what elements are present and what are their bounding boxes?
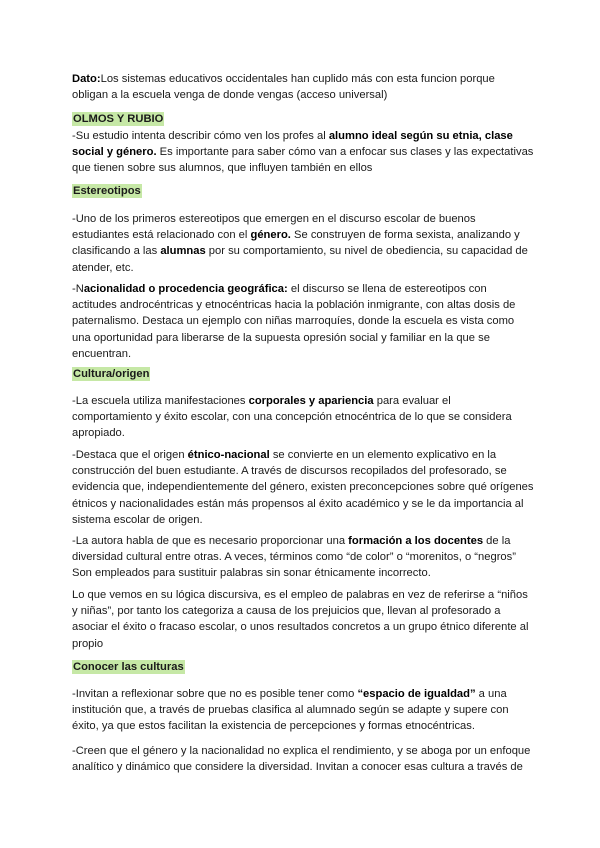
conocer-paragraph-1 [72,686,534,735]
intro-label: Dato: [72,73,101,85]
cultura-bold-2: étnico-nacional [187,449,270,461]
estereotipos-bold-2: alumnas [160,245,206,258]
heading-estereotipos: Estereotipos [73,185,141,197]
estereotipos-text-5: el discurso se llena de estereotipos con actitudes androcéntricas y etnocéntricas hacia la población inmigrante, con altas dosis de paternalismo. Destaca un ejemplo con niñas marroquíes, donde la escuela es vista como una oportunidad para liberarse de la supuesta opresión social y familiar en la que se encuentran. [72,283,516,360]
estereotipos-bold-3: acionalidad o procedencia geográfica: [83,283,288,295]
cultura-text-1: -La escuela utiliza manifestaciones [72,395,249,407]
estereotipos-text-2: Se construyen de forma sexista, analizando y clasificando a las [72,229,520,258]
cultura-text-4: se convierte en un elemento explicativo en la construcción del buen estudiante. A través de discursos recopilados del profesorado, se evidencia que, independientemente del género, existen preconcepciones sobre qué orígenes étnicos y nacionalidades están más propensos al éxito académico y se le da importancia al sistema escolar de origen. [72,449,534,526]
cultura-text-5: -La autora habla de que es necesario proporcionar una [72,535,349,547]
conocer-bold-1: “espacio de igualdad” [357,688,476,700]
estereotipos-text-4: -N [72,283,84,295]
olmos-text-1: -Su estudio intenta describir cómo ven los profes al [72,130,329,142]
estereotipos-paragraph-2 [72,281,534,362]
intro-paragraph [72,71,534,103]
olmos-paragraph [72,128,534,177]
estereotipos-text-3: por su comportamiento, su nivel de obediencia, su capacidad de atender, etc. [72,245,528,274]
cultura-paragraph-1 [72,393,534,442]
heading-cultura-origen: Cultura/origen [73,368,150,380]
cultura-bold-3: formación a los docentes [348,535,484,547]
cultura-text-2: para evaluar el comportamiento y éxito escolar, con una concepción etnocéntrica de lo que se considera apropiado. [72,395,512,440]
cultura-text-3: -Destaca que el origen [72,449,188,461]
heading-conocer-las-culturas: Conocer las culturas [73,661,184,673]
cultura-paragraph-3 [72,533,534,582]
olmos-bold-1: alumno ideal según su etnia, clase social y género. [72,130,513,159]
intro-text: Los sistemas educativos occidentales han cuplido más con esta funcion porque obligan a la escuela venga de donde vengas (acceso universal) [72,73,495,102]
estereotipos-text-1: -Uno de los primeros estereotipos que emergen en el discurso escolar de buenos estudiantes está relacionado con el [72,213,476,242]
conocer-text-2: a una institución que, a través de pruebas clasifica al alumnado según se adapte y supere con éxito, ya que estos facilitan la existencia de percepciones y formas etnocéntricas. [72,688,509,733]
conocer-paragraph-2: -Creen que el género y la nacionalidad no explica el rendimiento, y se aboga por un enfoque analítico y dinámico que considere la diversidad. Invitan a conocer esas cultura a través de [72,745,531,774]
cultura-paragraph-2 [72,447,534,528]
estereotipos-paragraph-1 [72,211,534,276]
cultura-text-6: de la diversidad cultural entre otras. A veces, términos como “de color” o “morenitos, o “negros” Son empleados para sustituir palabras sin sonar étnicamente incorrecto. [72,535,516,580]
conocer-text-1: -Invitan a reflexionar sobre que no es posible tener como [72,688,358,700]
heading-olmos-y-rubio: OLMOS Y RUBIO [73,113,164,125]
estereotipos-bold-1: género. [250,229,291,242]
cultura-paragraph-4: Lo que vemos en su lógica discursiva, es el empleo de palabras en vez de referirse a “niños y niñas”, por tanto los categoriza a causa de los prejuicios que, llevan al profesorado a asociar el éxito o fracaso escolar, o unos resultados concretos a un grupo étnico diferente al propio [72,589,529,650]
cultura-bold-1: corporales y apariencia [248,395,374,407]
olmos-text-2: Es importante para saber cómo van a enfocar sus clases y las expectativas que tienen sobre sus alumnos, que influyen también en ellos [72,146,534,175]
